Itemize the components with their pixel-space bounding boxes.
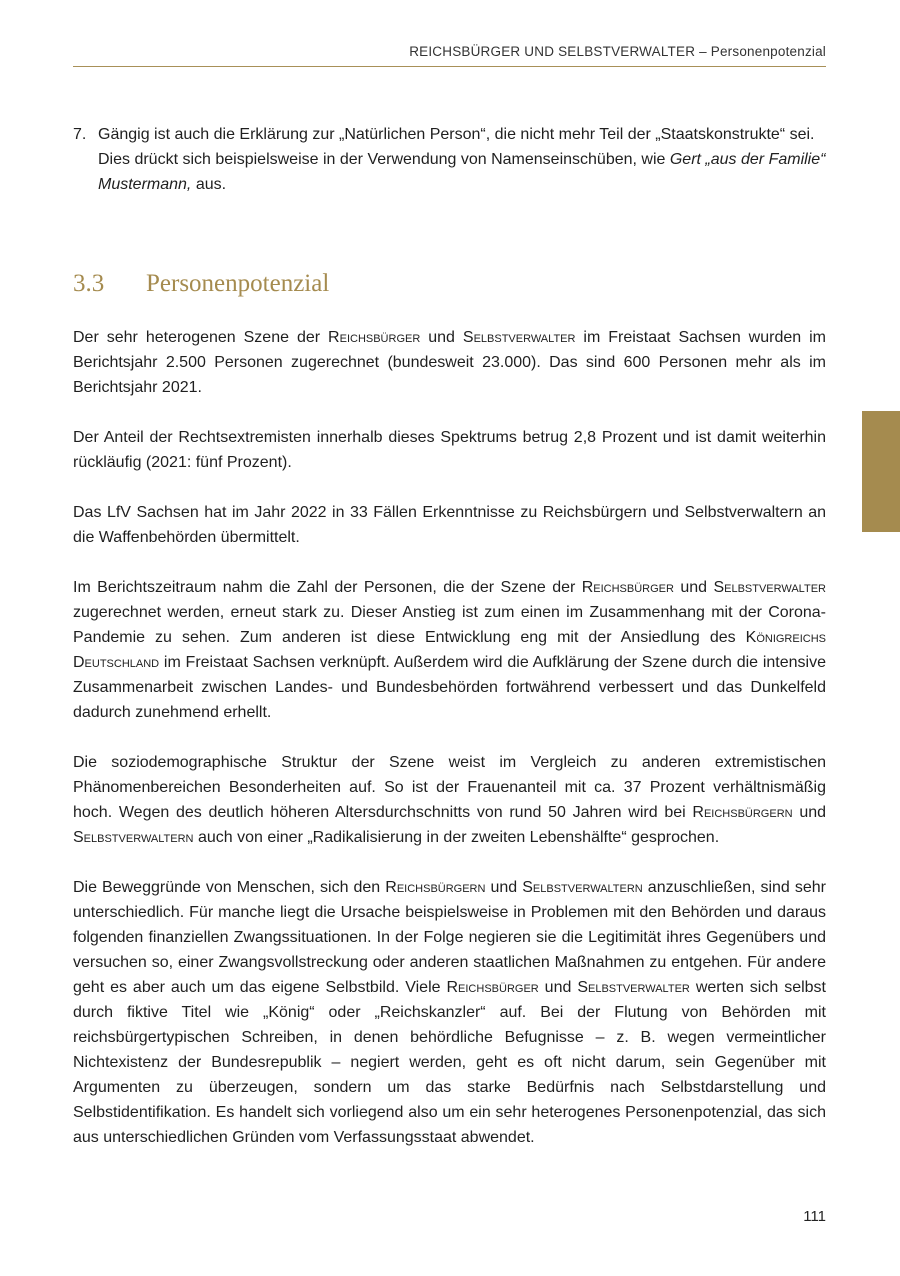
chapter-tab-marker [862, 411, 900, 532]
list-item-number: 7. [73, 126, 87, 143]
running-header [73, 44, 826, 67]
paragraph-3: Das LfV Sachsen hat im Jahr 2022 in 33 Fällen Erkenntnisse zu Reichsbürgern und Selbstverwaltern an die Waffenbehörden übermittelt. [73, 504, 826, 546]
list-item-7 [73, 122, 826, 197]
header-subtitle: Personenpotenzial [710, 44, 826, 59]
list-text-part: Gängig ist auch die Erklärung zur „Natürlichen Person“, die nicht mehr Teil der „Staatskonstrukte“ sei. Dies drückt sich beispielsweise in der Verwendung von Namenseinschüben, wie [98, 126, 815, 168]
header-title: REICHSBÜRGER UND SELBSTVERWALTER [409, 44, 696, 59]
paragraph-4: Im Berichtszeitraum nahm die Zahl der Personen, die der Szene der Reichsbürger und Selbstverwalter zugerechnet werden, erneut stark zu. Dieser Anstieg ist zum einen im Zusammenhang mit der Corona-Pandemie zu sehen. Zum anderen ist diese Entwicklung eng mit der Ansiedlung des Königreichs Deutschland im Freistaat Sachsen verknüpft. Außerdem wird die Aufklärung der Szene durch die intensive Zusammenarbeit zwischen Landes- und Bundesbehörden fortwährend verbessert und das Dunkelfeld dadurch zunehmend erhellt. [73, 579, 826, 721]
section-title: Personenpotenzial [146, 270, 330, 297]
section-number: 3.3 [73, 270, 105, 297]
section-heading [73, 269, 826, 299]
paragraph-6: Die Beweggründe von Menschen, sich den Reichsbürgern und Selbstverwaltern anzuschließen, sind sehr unterschiedlich. Für manche liegt die Ursache beispielsweise in Problemen mit den Behörden und daraus folgenden finanziellen Zwangssituationen. In der Folge negieren sie die Legitimität ihres Gegenübers und versuchen so, einer Zwangsvollstreckung oder anderen staatlichen Maßnahmen zu entgehen. Für andere geht es aber auch um das eigene Selbstbild. Viele Reichsbürger und Selbstverwalter werten sich selbst durch fiktive Titel wie „König“ oder „Reichskanzler“ auf. Bei der Flutung von Behörden mit reichsbürgertypischen Schreiben, in denen behördliche Befugnisse – z. B. wegen vermeintlicher Nichtexistenz der Bundesrepublik – negiert werden, geht es oft nicht darum, sein Gegenüber mit Argumenten zu überzeugen, sondern um das starke Bedürfnis nach Selbstdarstellung und Selbstidentifikation. Es handelt sich vorliegend also um ein sehr heterogenes Personenpotenzial, das sich aus unterschiedlichen Gründen vom Verfassungsstaat abwendet. [73, 879, 826, 1146]
page-body [73, 122, 826, 1150]
paragraph-1: Der sehr heterogenen Szene der Reichsbürger und Selbstverwalter im Freistaat Sachsen wurden im Berichtsjahr 2.500 Personen zugerechnet (bundesweit 23.000). Das sind 600 Personen mehr als im Berichtsjahr 2021. [73, 329, 826, 396]
list-item-text [98, 122, 826, 197]
header-separator: – [695, 44, 711, 59]
list-text-italic: Gert „aus der Familie“ Mustermann, [98, 151, 826, 193]
paragraph-5: Die soziodemographische Struktur der Szene weist im Vergleich zu anderen extremistischen Phänomenbereichen Besonderheiten auf. So ist der Frauenanteil mit ca. 37 Prozent verhältnismäßig hoch. Wegen des deutlich höheren Altersdurchschnitts von rund 50 Jahren wird bei Reichsbürgern und Selbstverwaltern auch von einer „Radikalisierung in der zweiten Lebenshälfte“ gesprochen. [73, 754, 827, 846]
paragraph-2: Der Anteil der Rechtsextremisten innerhalb dieses Spektrums betrug 2,8 Prozent und ist damit weiterhin rückläufig (2021: fünf Prozent). [73, 429, 826, 471]
list-text-part: aus. [191, 176, 227, 193]
page-number: 111 [803, 1208, 826, 1225]
